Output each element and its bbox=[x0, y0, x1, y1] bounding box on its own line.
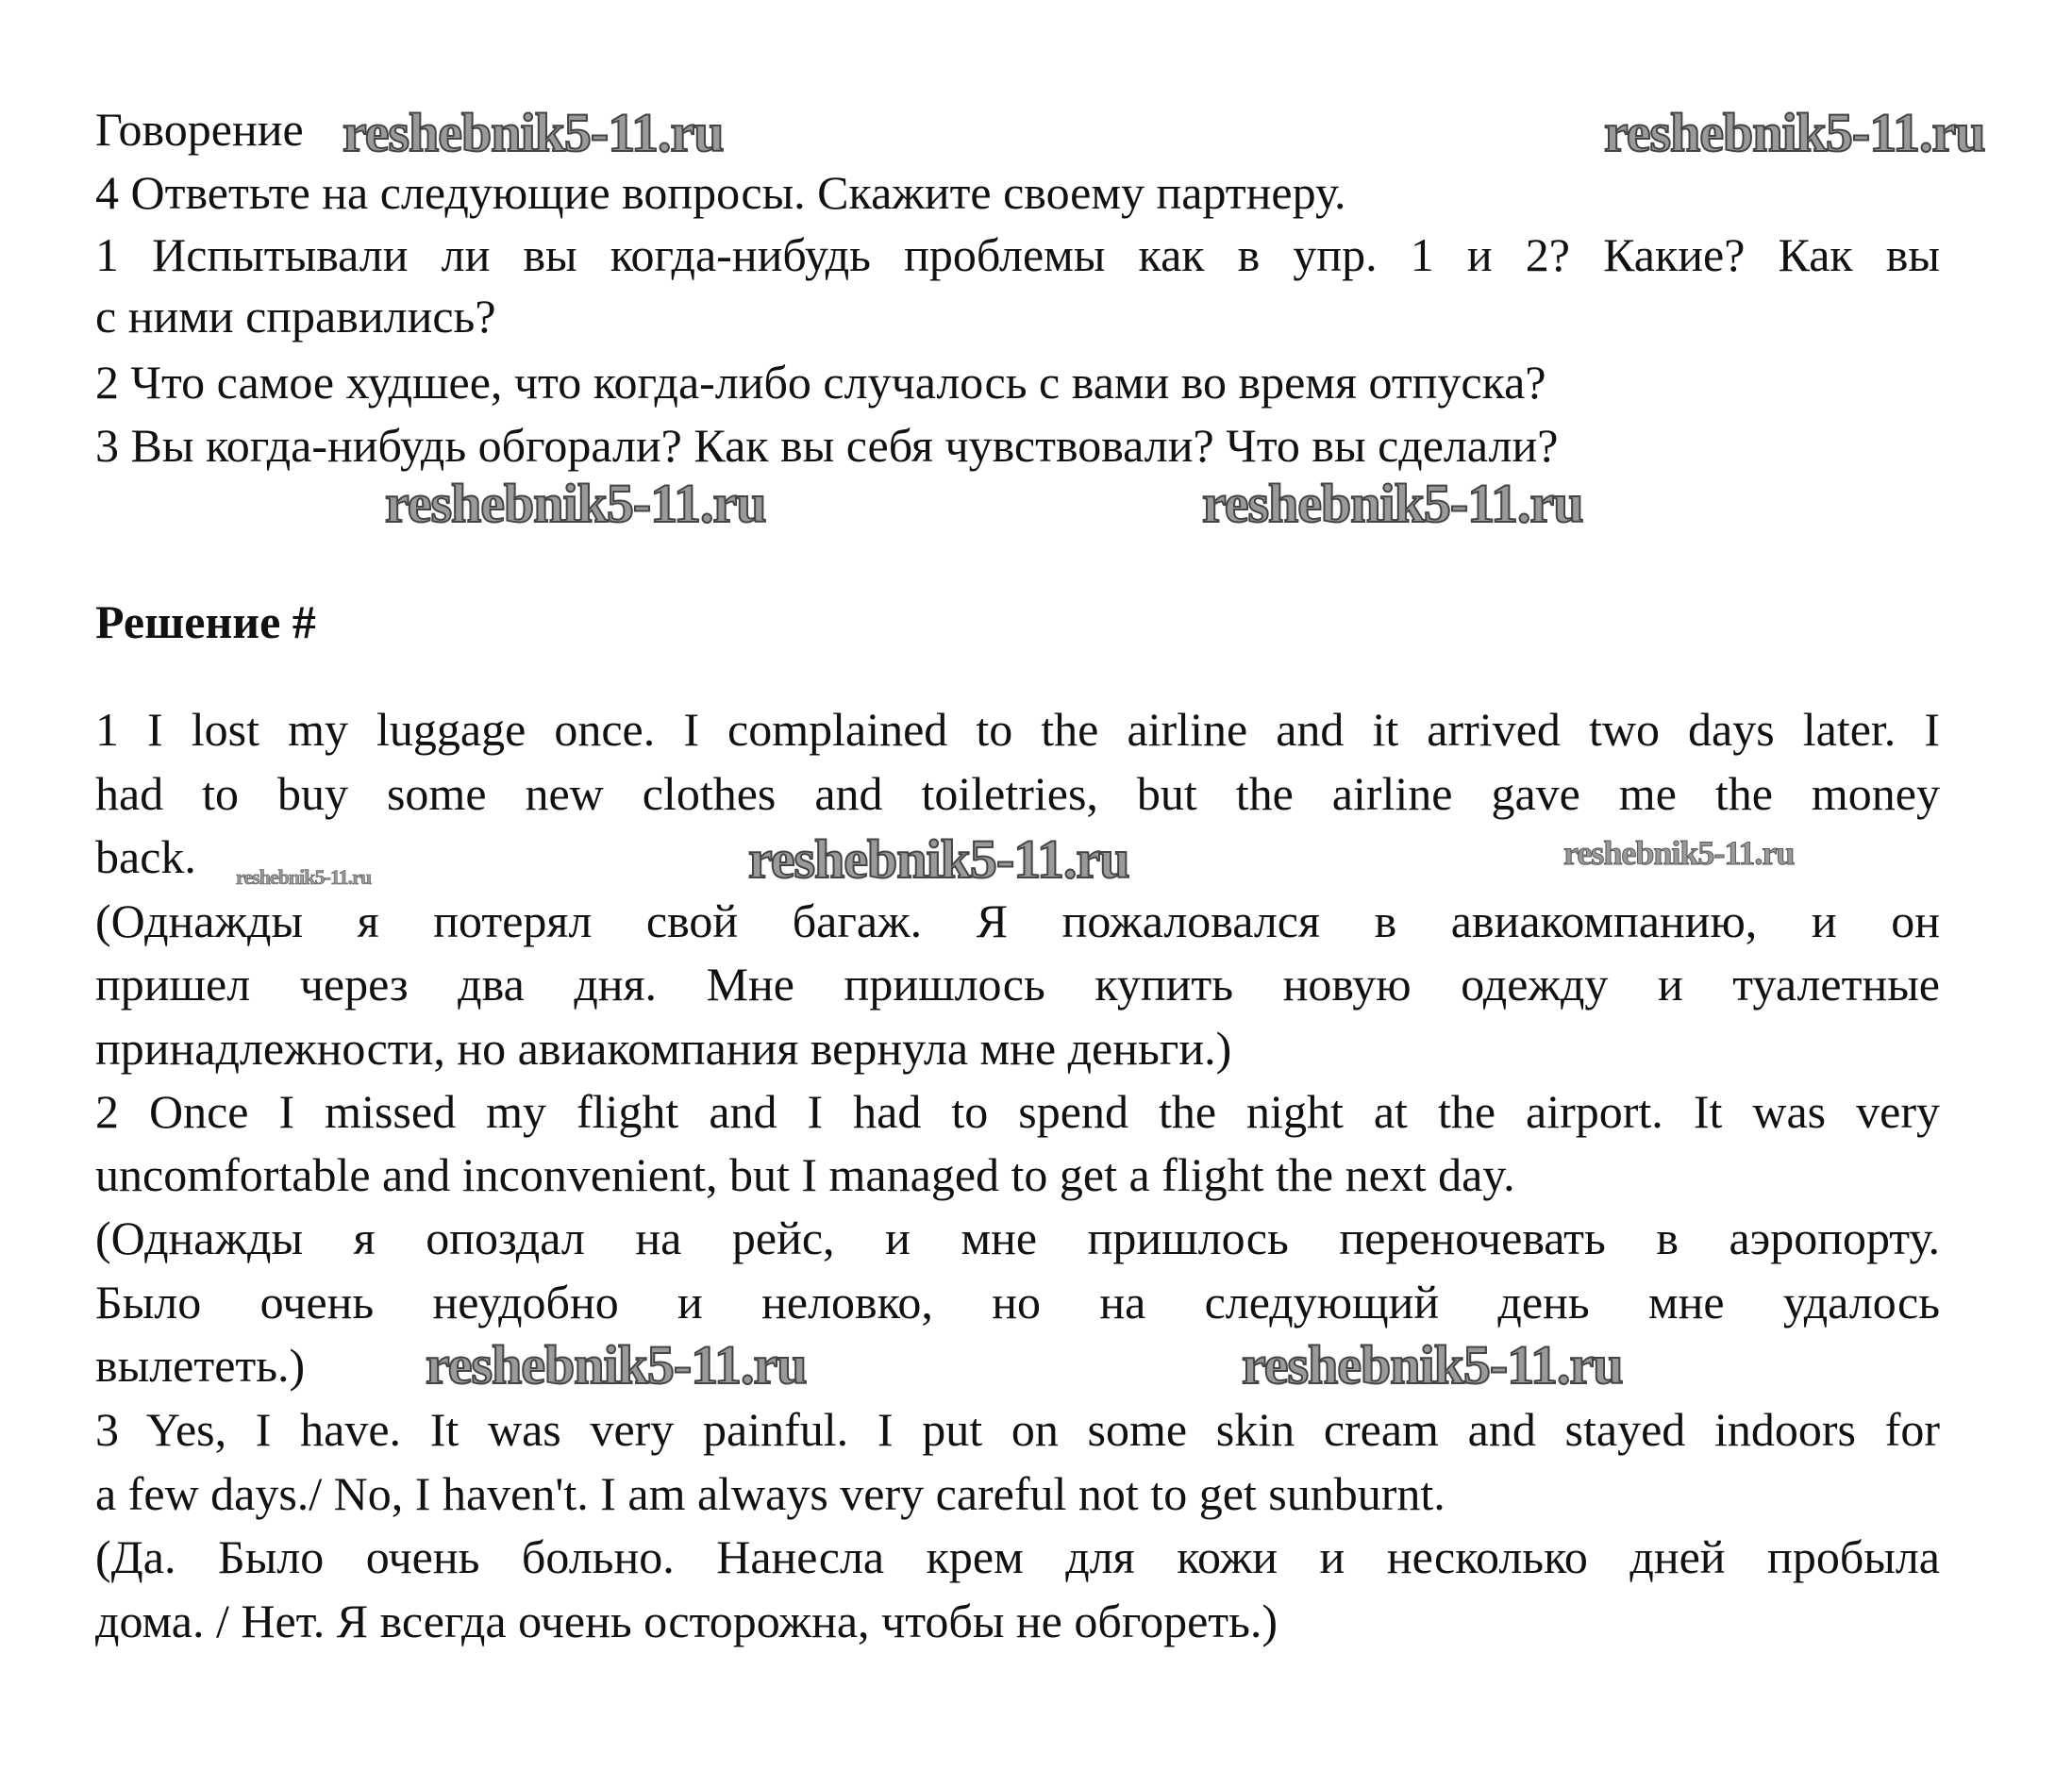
task-instruction: 4 Ответьте на следующие вопросы. Скажите своему партнеру. bbox=[95, 166, 1346, 219]
question-line: 1 Испытывали ли вы когда-нибудь проблемы как в упр. 1 и 2? Какие? Как вы bbox=[95, 228, 1940, 281]
answer-line: вылететь.) bbox=[95, 1339, 306, 1392]
section-heading: Говорение bbox=[95, 103, 304, 156]
answer-line: (Да. Было очень больно. Нанесла крем для кожи и несколько дней пробыла bbox=[95, 1530, 1940, 1583]
answer-line: пришел через два дня. Мне пришлось купить новую одежду и туалетные bbox=[95, 958, 1940, 1011]
answer-line: had to buy some new clothes and toiletries, but the airline gave me the money bbox=[95, 767, 1940, 820]
watermark: reshebnik5-11.ru bbox=[1202, 473, 1583, 534]
answer-line: Было очень неудобно и неловко, но на следующий день мне удалось bbox=[95, 1276, 1940, 1328]
watermark: reshebnik5-11.ru bbox=[426, 1334, 807, 1395]
question-line: 2 Что самое худшее, что когда-либо случалось с вами во время отпуска? bbox=[95, 356, 1546, 409]
watermark: reshebnik5-11.ru bbox=[1604, 102, 1985, 163]
watermark: reshebnik5-11.ru bbox=[236, 865, 372, 889]
watermark: reshebnik5-11.ru bbox=[343, 102, 724, 163]
watermark: reshebnik5-11.ru bbox=[1563, 834, 1795, 872]
question-line: с ними справились? bbox=[95, 290, 496, 343]
answer-line: 3 Yes, I have. It was very painful. I put on some skin cream and stayed indoors for bbox=[95, 1403, 1940, 1456]
watermark: reshebnik5-11.ru bbox=[748, 828, 1129, 890]
answer-line: a few days./ No, I haven't. I am always very careful not to get sunburnt. bbox=[95, 1467, 1445, 1520]
answer-line: back. bbox=[95, 830, 196, 883]
watermark: reshebnik5-11.ru bbox=[385, 473, 766, 534]
answer-line: дома. / Нет. Я всегда очень осторожна, чтобы не обгореть.) bbox=[95, 1595, 1278, 1647]
solution-title: Решение # bbox=[95, 595, 316, 648]
answer-line: (Однажды я опоздал на рейс, и мне пришлось переночевать в аэропорту. bbox=[95, 1211, 1940, 1264]
answer-line: (Однажды я потерял свой багаж. Я пожаловался в авиакомпанию, и он bbox=[95, 894, 1940, 947]
answer-line: uncomfortable and inconvenient, but I managed to get a flight the next day. bbox=[95, 1148, 1515, 1201]
answer-line: принадлежности, но авиакомпания вернула мне деньги.) bbox=[95, 1022, 1232, 1075]
answer-line: 2 Once I missed my flight and I had to spend the night at the airport. It was very bbox=[95, 1085, 1940, 1138]
question-line: 3 Вы когда-нибудь обгорали? Как вы себя чувствовали? Что вы сделали? bbox=[95, 419, 1559, 472]
answer-line: 1 I lost my luggage once. I complained to the airline and it arrived two days later. I bbox=[95, 703, 1940, 756]
watermark: reshebnik5-11.ru bbox=[1242, 1334, 1623, 1395]
